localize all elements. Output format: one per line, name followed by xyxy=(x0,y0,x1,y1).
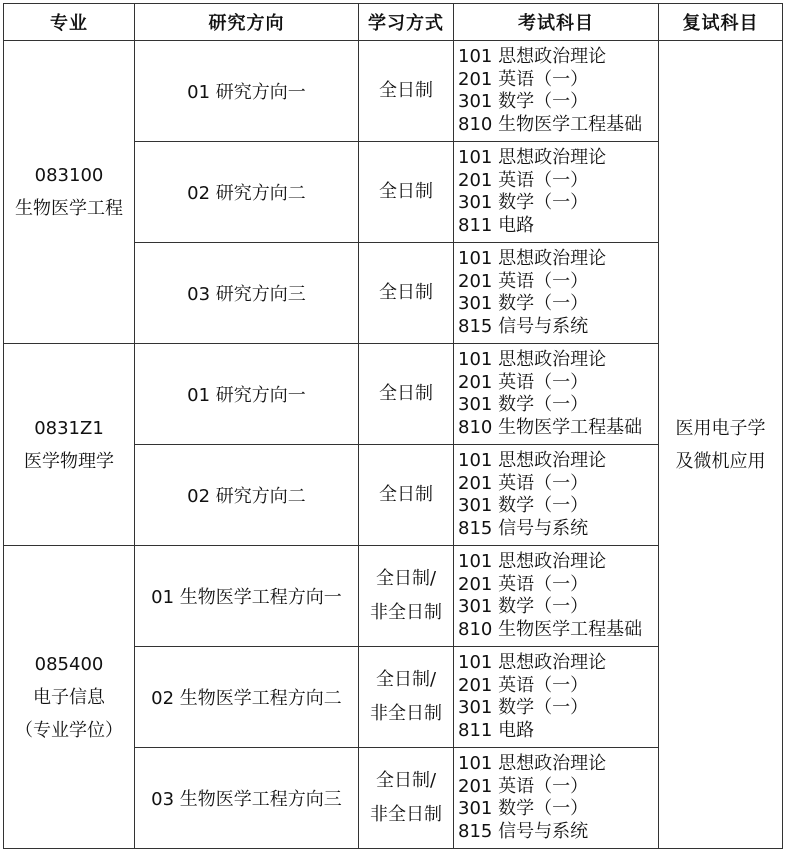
header-row xyxy=(4,4,783,41)
exam-subjects xyxy=(454,748,659,849)
study-mode-line: 非全日制 xyxy=(370,804,442,825)
exam-subjects-table xyxy=(3,3,783,849)
subject-line: 201 英语（一） xyxy=(458,472,589,494)
subject-line: 101 思想政治理论 xyxy=(458,551,607,572)
major-name: 电子信息 xyxy=(33,686,105,708)
subject-line: 101 思想政治理论 xyxy=(458,349,607,370)
subject-line: 301 数学（一） xyxy=(458,91,589,112)
study-mode-line: 全日制 xyxy=(379,181,433,202)
direction-name: 02 研究方向二 xyxy=(135,445,359,546)
subject-line: 101 思想政治理论 xyxy=(458,248,607,269)
subject-line: 815 信号与系统 xyxy=(458,315,589,337)
subject-line: 201 英语（一） xyxy=(458,270,589,292)
subject-line: 101 思想政治理论 xyxy=(458,46,607,67)
direction-name: 01 生物医学工程方向一 xyxy=(135,546,359,647)
header-retest: 复试科目 xyxy=(659,4,783,41)
direction-name: 03 生物医学工程方向三 xyxy=(135,748,359,849)
study-mode-line: 全日制/ xyxy=(375,669,437,690)
study-mode-line: 全日制 xyxy=(379,383,433,404)
header-direction: 研究方向 xyxy=(135,4,359,41)
study-mode-line: 全日制/ xyxy=(375,568,437,589)
subject-line: 301 数学（一） xyxy=(458,394,589,415)
retest-line: 医用电子学 xyxy=(675,417,766,439)
exam-subjects xyxy=(454,546,659,647)
direction-name: 03 研究方向三 xyxy=(135,243,359,344)
subject-line: 810 生物医学工程基础 xyxy=(458,618,643,640)
study-mode-line: 非全日制 xyxy=(370,703,442,724)
study-mode-line: 全日制 xyxy=(379,282,433,303)
subject-line: 810 生物医学工程基础 xyxy=(458,113,643,135)
study-mode xyxy=(359,41,454,142)
study-mode xyxy=(359,748,454,849)
study-mode xyxy=(359,546,454,647)
retest-line: 及微机应用 xyxy=(675,450,766,472)
header-mode: 学习方式 xyxy=(359,4,454,41)
table-row xyxy=(4,41,783,142)
major-name: 生物医学工程 xyxy=(15,198,123,219)
subject-line: 301 数学（一） xyxy=(458,798,589,819)
major-name: 医学物理学 xyxy=(24,450,114,472)
subject-line: 811 电路 xyxy=(458,214,535,236)
study-mode-line: 全日制 xyxy=(379,80,433,101)
subject-line: 815 信号与系统 xyxy=(458,517,589,539)
exam-subjects xyxy=(454,445,659,546)
major-note: （专业学位） xyxy=(15,719,123,741)
study-mode xyxy=(359,647,454,748)
study-mode xyxy=(359,445,454,546)
subject-line: 101 思想政治理论 xyxy=(458,450,607,471)
subject-line: 811 电路 xyxy=(458,719,535,741)
study-mode xyxy=(359,142,454,243)
header-exam: 考试科目 xyxy=(454,4,659,41)
study-mode-line: 非全日制 xyxy=(370,602,442,623)
subject-line: 101 思想政治理论 xyxy=(458,753,607,774)
direction-name: 02 生物医学工程方向二 xyxy=(135,647,359,748)
exam-subjects xyxy=(454,41,659,142)
subject-line: 201 英语（一） xyxy=(458,68,589,90)
exam-subjects xyxy=(454,243,659,344)
header-major: 专业 xyxy=(4,4,135,41)
direction-name: 02 研究方向二 xyxy=(135,142,359,243)
subject-line: 301 数学（一） xyxy=(458,293,589,314)
study-mode xyxy=(359,243,454,344)
subject-line: 101 思想政治理论 xyxy=(458,652,607,673)
exam-subjects xyxy=(454,344,659,445)
subject-line: 301 数学（一） xyxy=(458,596,589,617)
subject-line: 815 信号与系统 xyxy=(458,820,589,842)
retest-subject xyxy=(659,41,783,849)
study-mode-line: 全日制/ xyxy=(375,770,437,791)
subject-line: 301 数学（一） xyxy=(458,495,589,516)
subject-line: 201 英语（一） xyxy=(458,169,589,191)
major-cell xyxy=(4,41,135,344)
exam-subjects xyxy=(454,647,659,748)
subject-line: 201 英语（一） xyxy=(458,775,589,797)
major-cell xyxy=(4,546,135,849)
subject-line: 101 思想政治理论 xyxy=(458,147,607,168)
subject-line: 810 生物医学工程基础 xyxy=(458,416,643,438)
direction-name: 01 研究方向一 xyxy=(135,41,359,142)
study-mode xyxy=(359,344,454,445)
exam-subjects xyxy=(454,142,659,243)
major-code: 083100 xyxy=(34,165,104,186)
study-mode-line: 全日制 xyxy=(379,484,433,505)
major-cell xyxy=(4,344,135,546)
major-code: 085400 xyxy=(34,653,104,675)
subject-line: 201 英语（一） xyxy=(458,371,589,393)
subject-line: 301 数学（一） xyxy=(458,697,589,718)
subject-line: 301 数学（一） xyxy=(458,192,589,213)
direction-name: 01 研究方向一 xyxy=(135,344,359,445)
subject-line: 201 英语（一） xyxy=(458,573,589,595)
subject-line: 201 英语（一） xyxy=(458,674,589,696)
major-code: 0831Z1 xyxy=(34,417,104,439)
